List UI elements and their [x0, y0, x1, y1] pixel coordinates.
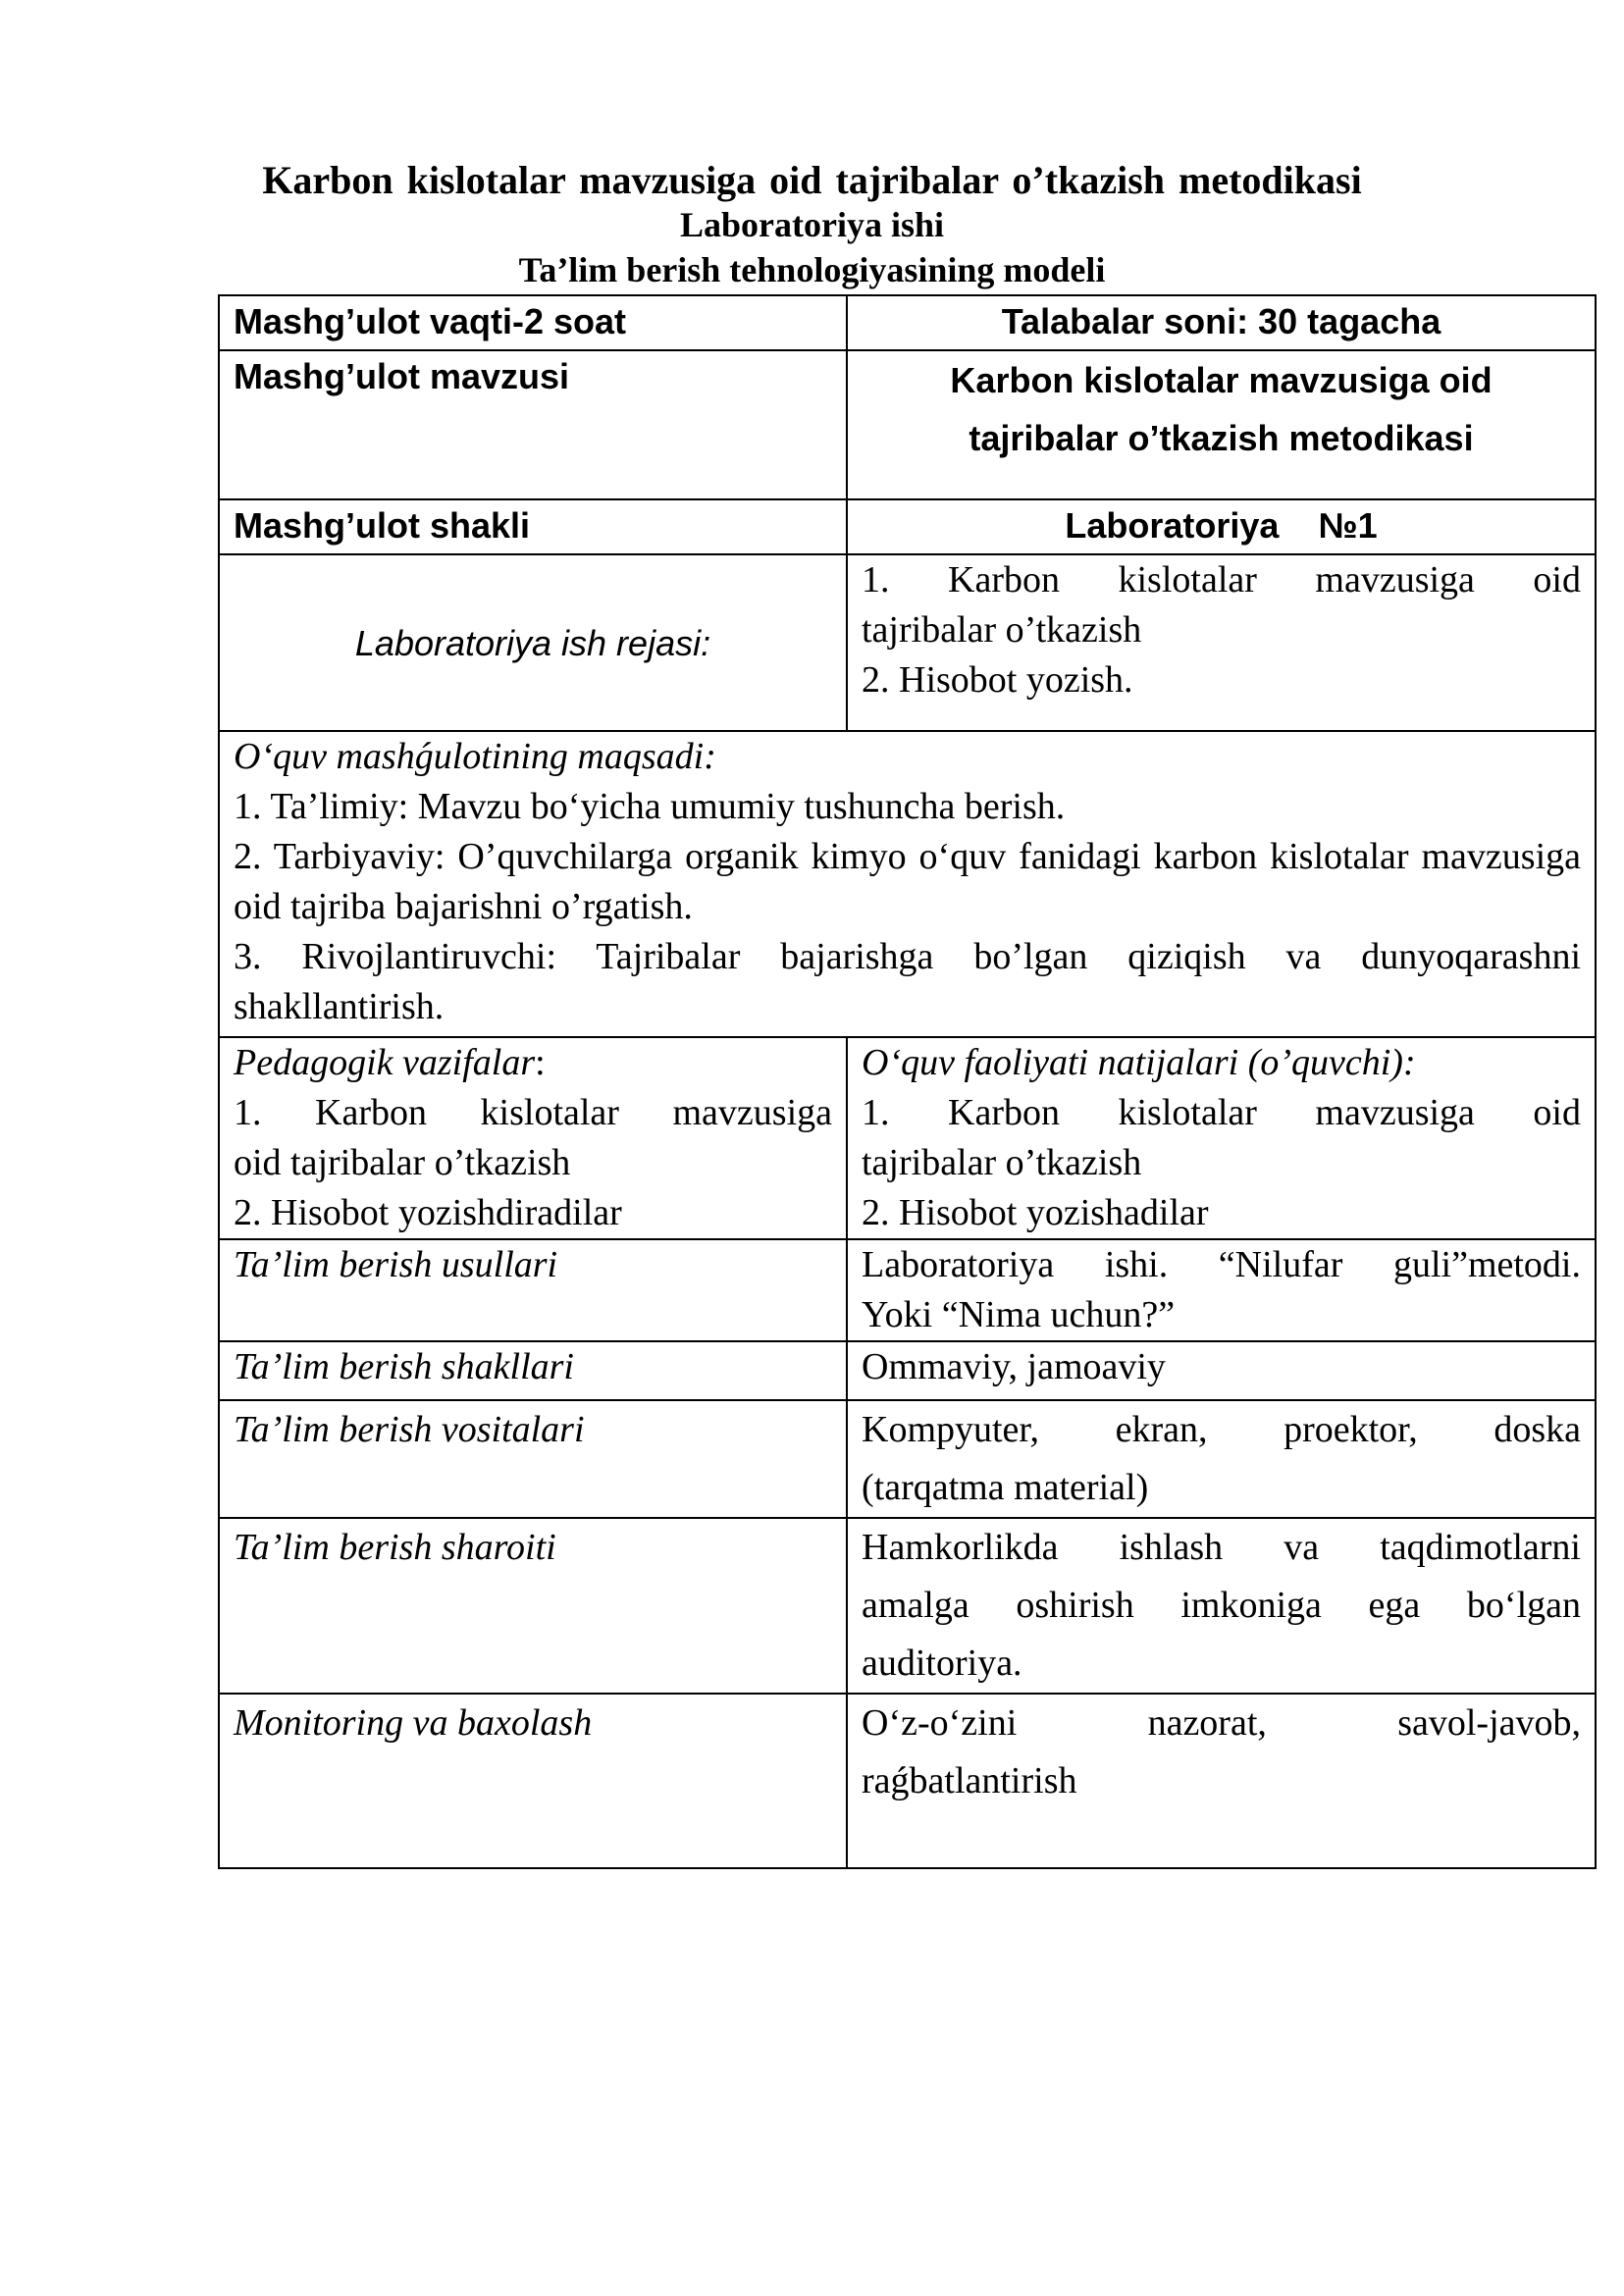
document-subtitle: Laboratoriya ishi	[679, 205, 944, 244]
model-title: Ta’lim berish tehnologiyasining modeli	[518, 250, 1106, 289]
table-row	[219, 350, 1596, 499]
pedagogical-task-2: 2. Hisobot yozishdiradilar	[234, 1192, 622, 1233]
document-title: Karbon kislotalar mavzusiga oid tajribalar o’tkazish metodikasi	[262, 158, 1362, 202]
technology-model-table	[218, 294, 1597, 1869]
topic-label-cell: Mashg’ulot mavzusi	[219, 350, 847, 499]
monitoring-value-line: Oʻz-oʻzini nazorat, savol-javob,	[862, 1702, 1581, 1744]
table-row	[219, 1400, 1596, 1518]
goal-item-1: 1. Ta’limiy: Mavzu boʻyicha umumiy tushuncha berish.	[234, 786, 1066, 827]
forms-label-cell: Ta’lim berish shakllari	[219, 1341, 847, 1400]
tools-value-line: (tarqatma material)	[862, 1467, 1149, 1508]
topic-value-cell	[847, 350, 1596, 499]
tools-value-line: Kompyuter, ekran, proektor, doska	[862, 1409, 1581, 1450]
goal-cell	[219, 731, 1596, 1037]
learning-result-1: 1. Karbon kislotalar mavzusiga oid	[862, 1092, 1581, 1133]
plan-value-cell	[847, 554, 1596, 731]
plan-label-cell: Laboratoriya ish rejasi:	[219, 554, 847, 731]
table-row	[219, 554, 1596, 731]
pedagogical-tasks-cell	[219, 1037, 847, 1239]
methods-label-cell: Ta’lim berish usullari	[219, 1239, 847, 1341]
learning-results-cell	[847, 1037, 1596, 1239]
table-row	[219, 295, 1596, 350]
plan-item-1: 1. Karbon kislotalar mavzusiga oid	[862, 559, 1581, 600]
tools-label-cell: Ta’lim berish vositalari	[219, 1400, 847, 1518]
table-row	[219, 1341, 1596, 1400]
goal-item-2: 2. Tarbiyaviy: O’quvchilarga organik kimyo oʻquv fanidagi karbon kislotalar mavzusiga oid tajriba bajarishni o’rgatish.	[234, 836, 1581, 927]
learning-results-label: Oʻquv faoliyati natijalari (o’quvchi):	[862, 1042, 1416, 1083]
topic-value-line: tajribalar o’tkazish metodikasi	[969, 418, 1474, 458]
conditions-value-line: amalga oshirish imkoniga ega boʻlgan	[862, 1585, 1581, 1626]
forms-value-cell: Ommaviy, jamoaviy	[847, 1341, 1596, 1400]
table-row	[219, 1037, 1596, 1239]
conditions-label-cell: Ta’lim berish sharoiti	[219, 1518, 847, 1694]
plan-item-2: 2. Hisobot yozish.	[862, 659, 1133, 701]
monitoring-value-line: raǵbatlantirish	[862, 1760, 1077, 1801]
table-row	[219, 1694, 1596, 1868]
topic-value-line: Karbon kislotalar mavzusiga oid	[950, 360, 1493, 400]
form-label-cell: Mashg’ulot shakli	[219, 499, 847, 554]
conditions-value-line: auditoriya.	[862, 1643, 1022, 1684]
goal-item-3: 3. Rivojlantiruvchi: Tajribalar bajarishga bo’lgan qiziqish va dunyoqarashni shakllantirish.	[234, 936, 1581, 1027]
goal-label: Oʻquv mashǵulotining maqsadi:	[234, 736, 716, 777]
pedagogical-task-1: 1. Karbon kislotalar mavzusiga	[234, 1092, 832, 1133]
conditions-value-line: Hamkorlikda ishlash va taqdimotlarni	[862, 1527, 1581, 1568]
form-value-cell: Laboratoriya №1	[847, 499, 1596, 554]
student-count-cell: Talabalar soni: 30 tagacha	[847, 295, 1596, 350]
conditions-value-cell	[847, 1518, 1596, 1694]
table-row	[219, 1518, 1596, 1694]
session-time-cell: Mashg’ulot vaqti-2 soat	[219, 295, 847, 350]
pedagogical-task-1-cont: oid tajribalar o’tkazish	[234, 1142, 571, 1183]
table-row	[219, 731, 1596, 1037]
table-row	[219, 1239, 1596, 1341]
methods-value-line: Yoki “Nima uchun?”	[862, 1294, 1176, 1335]
pedagogical-tasks-label: Pedagogik vazifalar	[234, 1042, 536, 1083]
plan-item-1-cont: tajribalar o’tkazish	[862, 609, 1142, 651]
monitoring-value-cell	[847, 1694, 1596, 1868]
monitoring-label-cell: Monitoring va baxolash	[219, 1694, 847, 1868]
pedagogical-tasks-colon: :	[535, 1042, 546, 1083]
table-row	[219, 499, 1596, 554]
methods-value-cell	[847, 1239, 1596, 1341]
learning-result-2: 2. Hisobot yozishadilar	[862, 1192, 1209, 1233]
methods-value-line: Laboratoriya ishi. “Nilufar guli”metodi.	[862, 1244, 1581, 1285]
tools-value-cell	[847, 1400, 1596, 1518]
learning-result-1-cont: tajribalar o’tkazish	[862, 1142, 1142, 1183]
